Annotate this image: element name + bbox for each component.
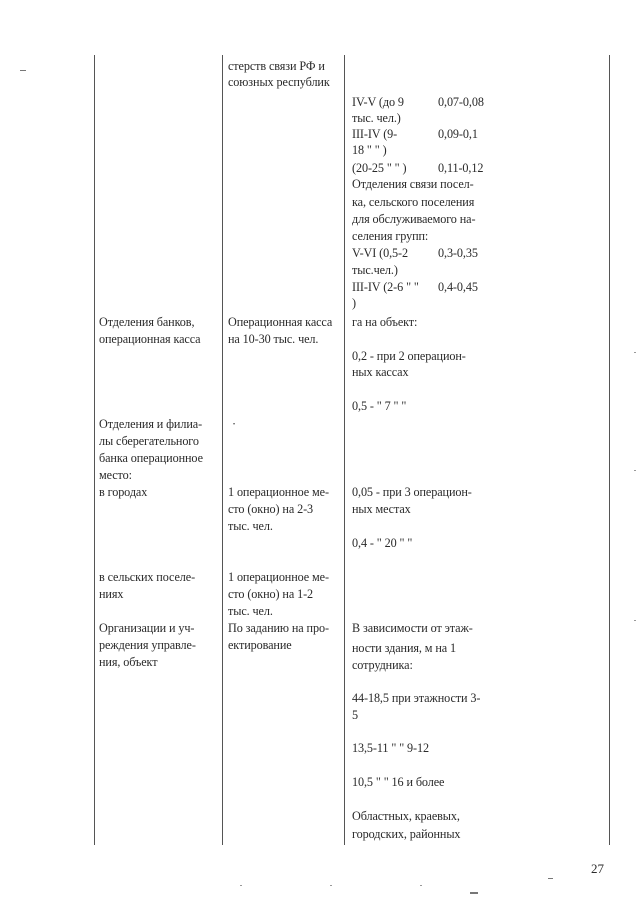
range-label: (20-25 " " )	[352, 161, 407, 175]
cities-col3-line: ных местах	[352, 502, 411, 516]
savings-col1-line: Отделения и филиа-	[99, 417, 203, 431]
page-number: 27	[591, 861, 604, 876]
scan-speck	[548, 878, 553, 879]
range-value: 0,11-0,12	[438, 161, 484, 175]
scan-speck	[634, 470, 636, 471]
table-left-border	[94, 55, 95, 845]
rural-col1-line: в сельских поселе-	[99, 570, 196, 584]
scan-speck	[240, 885, 242, 886]
scan-speck	[634, 620, 636, 621]
range-value: 0,09-0,1	[438, 127, 478, 141]
banks-col3-line: 0,5 - " 7 " "	[352, 399, 407, 413]
scan-speck	[634, 352, 636, 353]
cities-col3-line: 0,05 - при 3 операцион-	[352, 485, 472, 499]
range-value: 0,3-0,35	[438, 246, 478, 260]
table-right-border	[609, 55, 610, 845]
scan-speck	[20, 70, 26, 71]
orgs-col3-line: 10,5 " " 16 и более	[352, 775, 445, 789]
rural-heading-line: для обслуживаемого на-	[352, 212, 476, 226]
orgs-col3-line: городских, районных	[352, 827, 461, 841]
orgs-col3-line: 44-18,5 при этажности 3-	[352, 691, 481, 705]
savings-col1-line: место:	[99, 468, 132, 482]
range-label: III-IV (2-6 " "	[352, 280, 419, 294]
rural-col2-line: тыс. чел.	[228, 604, 273, 618]
orgs-col1-line: реждения управле-	[99, 638, 196, 652]
orgs-col2-line: ектирование	[228, 638, 292, 652]
rural-heading-line: ка, сельского поселения	[352, 195, 475, 209]
range-value: 0,4-0,45	[438, 280, 478, 294]
cities-col1: в городах	[99, 485, 148, 499]
rural-col2-line: 1 операционное ме-	[228, 570, 329, 584]
banks-col3-head: га на объект:	[352, 315, 418, 329]
orgs-col3-line: Областных, краевых,	[352, 809, 460, 823]
rural-heading-line: Отделения связи посел-	[352, 177, 474, 191]
rural-col1-line: ниях	[99, 587, 124, 601]
savings-col1-line: лы сберегательного	[99, 434, 199, 448]
cities-col2-line: тыс. чел.	[228, 519, 273, 533]
orgs-col1-line: ния, объект	[99, 655, 158, 669]
orgs-col3-head: В зависимости от этаж-	[352, 621, 473, 635]
savings-col1-line: банка операционное	[99, 451, 203, 465]
range-label: IV-V (до 9	[352, 95, 404, 109]
cities-col2-line: 1 операционное ме-	[228, 485, 329, 499]
orgs-col3-line: 5	[352, 708, 358, 722]
rural-col2-line: сто (окно) на 1-2	[228, 587, 314, 601]
banks-col1-line: операционная касса	[99, 332, 201, 346]
range-label: тыс. чел.)	[352, 111, 401, 125]
range-value: 0,07-0,08	[438, 95, 484, 109]
banks-col1-line: Отделения банков,	[99, 315, 195, 329]
orgs-col2-line: По заданию на про-	[228, 621, 329, 635]
banks-col2-line: на 10-30 тыс. чел.	[228, 332, 319, 346]
scan-speck	[420, 885, 422, 886]
banks-col2-line: Операционная касса	[228, 315, 333, 329]
range-label: тыс.чел.)	[352, 263, 398, 277]
savings-col2-mark: ·	[232, 417, 236, 431]
column-divider-2	[344, 55, 345, 845]
col2-continued-line-1: стерств связи РФ и	[228, 59, 325, 73]
orgs-col3-head: сотрудника:	[352, 658, 413, 672]
rural-heading-line: селения групп:	[352, 229, 429, 243]
cities-col3-line: 0,4 - " 20 " "	[352, 536, 413, 550]
scan-speck	[330, 885, 332, 886]
col2-continued-line-2: союзных республик	[228, 75, 330, 89]
orgs-col1-line: Организации и уч-	[99, 621, 195, 635]
column-divider-1	[222, 55, 223, 845]
banks-col3-line: 0,2 - при 2 операцион-	[352, 349, 466, 363]
banks-col3-line: ных кассах	[352, 365, 409, 379]
orgs-col3-head: ности здания, м на 1	[352, 641, 457, 655]
range-label: III-IV (9-	[352, 127, 398, 141]
orgs-col3-line: 13,5-11 " " 9-12	[352, 741, 429, 755]
range-label: V-VI (0,5-2	[352, 246, 408, 260]
scan-speck	[470, 892, 478, 894]
range-label: )	[352, 296, 356, 310]
range-label: 18 " " )	[352, 143, 387, 157]
cities-col2-line: сто (окно) на 2-3	[228, 502, 314, 516]
